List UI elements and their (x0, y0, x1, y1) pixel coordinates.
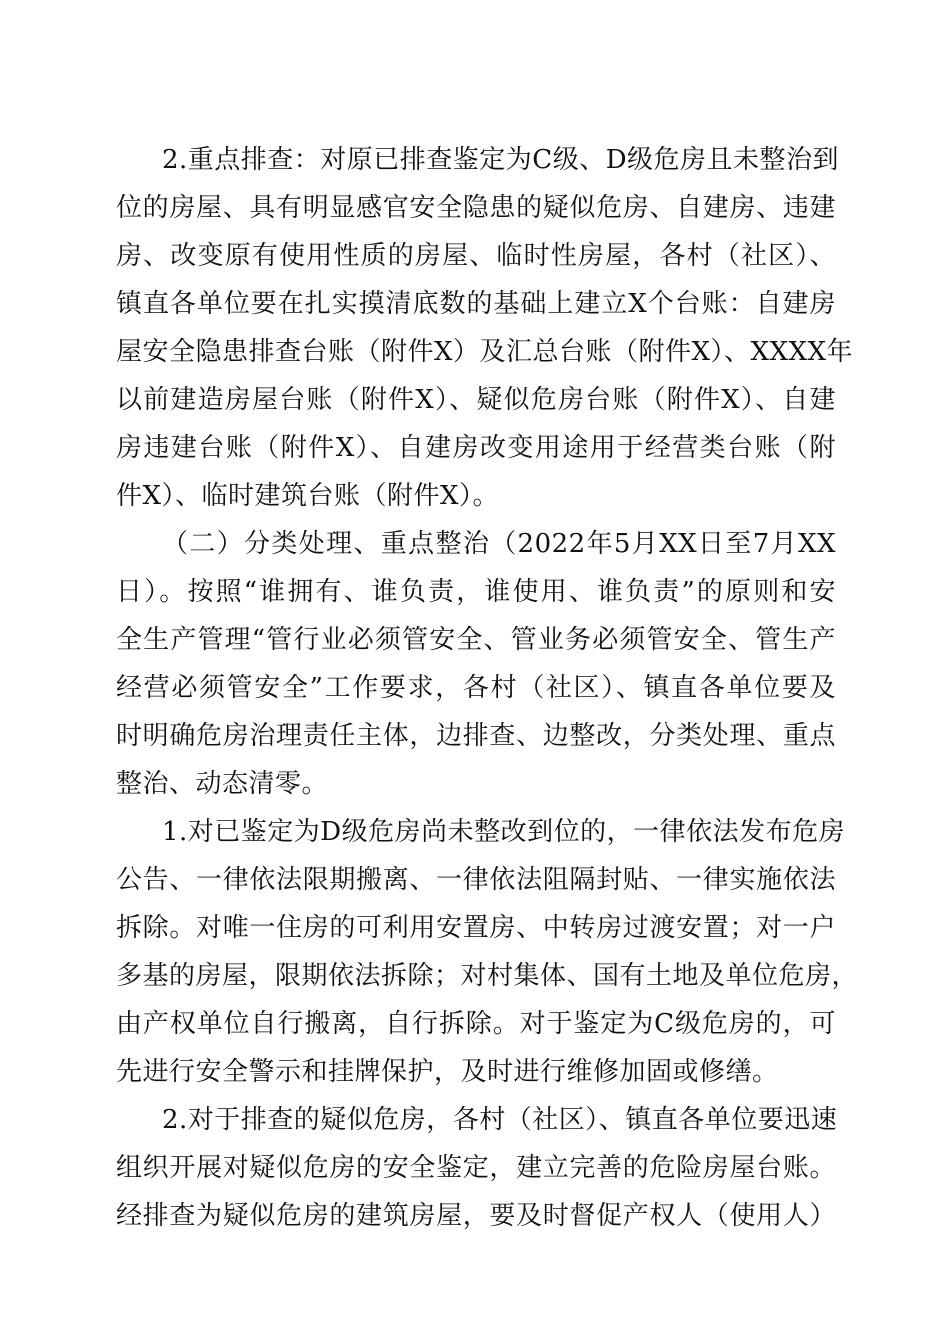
text-line: 1.对已鉴定为D级危房尚未整改到位的，一律依法发布危房 (162, 817, 846, 847)
text-line: 整治、动态清零。 (116, 769, 329, 799)
text-line: 拆除。对唯一住房的可利用安置房、中转房过渡安置；对一户 (116, 913, 836, 943)
text-line: 件X）、临时建筑台账（附件X）。 (116, 481, 500, 511)
section-heading: （二）分类处理、重点整治（2022年5月XX日至7月XX (162, 529, 836, 559)
text-line: 2.对于排查的疑似危房，各村（社区）、镇直各单位要迅速 (162, 1105, 838, 1135)
text-line: 位的房屋、具有明显感官安全隐患的疑似危房、自建房、违建 (116, 193, 836, 223)
text-line: 经营必须管安全”工作要求，各村（社区）、镇直各单位要及 (116, 673, 836, 703)
text-line: 2.重点排查：对原已排查鉴定为C级、D级危房且未整治到 (162, 145, 840, 175)
text-line: 房违建台账（附件X）、自建房改变用途用于经营类台账（附 (116, 433, 836, 463)
text-line: 日）。按照“谁拥有、谁负责，谁使用、谁负责”的原则和安 (116, 577, 836, 607)
text-line: 以前建造房屋台账（附件X）、疑似危房台账（附件X）、自建 (116, 385, 836, 415)
text-line: 时明确危房治理责任主体，边排查、边整改，分类处理、重点 (116, 721, 836, 751)
text-line: 公告、一律依法限期搬离、一律依法阻隔封贴、一律实施依法 (116, 865, 836, 895)
text-line: 经排查为疑似危房的建筑房屋，要及时督促产权人（使用人） (116, 1201, 836, 1231)
text-line: 房、改变原有使用性质的房屋、临时性房屋，各村（社区）、 (116, 241, 836, 271)
text-line: 全生产管理“管行业必须管安全、管业务必须管安全、管生产 (116, 625, 836, 655)
text-line: 组织开展对疑似危房的安全鉴定，建立完善的危险房屋台账。 (116, 1153, 836, 1183)
text-line: 屋安全隐患排查台账（附件X）及汇总台账（附件X）、XXXX年 (116, 337, 854, 367)
text-line: 镇直各单位要在扎实摸清底数的基础上建立X个台账：自建房 (116, 289, 836, 319)
text-line: 先进行安全警示和挂牌保护，及时进行维修加固或修缮。 (116, 1057, 779, 1087)
text-line: 由产权单位自行搬离，自行拆除。对于鉴定为C级危房的，可 (116, 1009, 836, 1039)
text-line: 多基的房屋，限期依法拆除；对村集体、国有土地及单位危房， (116, 961, 859, 991)
